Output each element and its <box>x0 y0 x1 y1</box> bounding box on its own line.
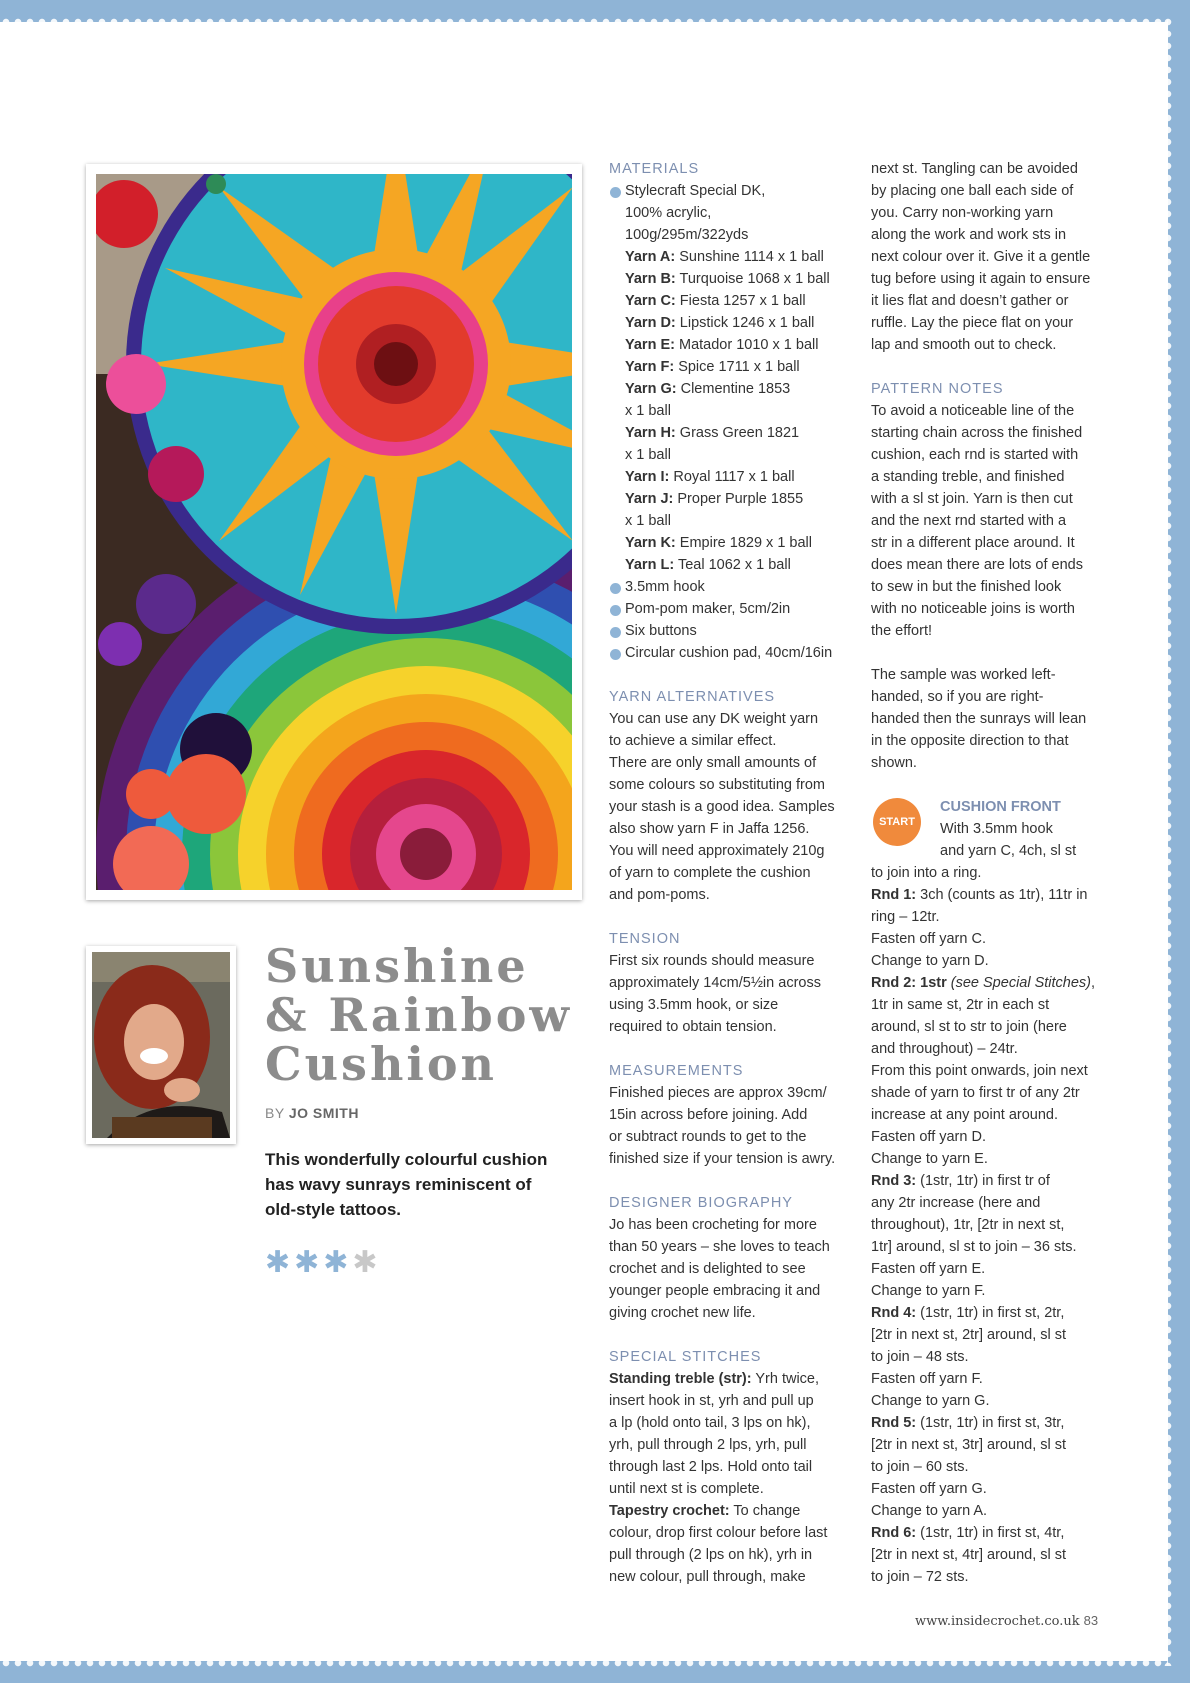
text-line: any 2tr increase (here and <box>871 1195 1041 1211</box>
text-line: some colours so substituting from <box>609 777 825 793</box>
biography-text <box>609 1214 849 1324</box>
column-1 <box>609 158 849 1588</box>
text-line: next colour over it. Give it a gentle <box>871 249 1091 265</box>
text-line: Change to yarn G. <box>871 1393 990 1409</box>
text-line: insert hook in st, yrh and pull up <box>609 1393 814 1409</box>
yarn-label: Yarn C: <box>625 293 676 309</box>
text-line: handed, so if you are right- <box>871 689 1044 705</box>
yarn-text-cont: x 1 ball <box>625 447 671 463</box>
title-line-1: Sunshine <box>265 939 529 993</box>
cushion-front-heading: CUSHION FRONT <box>940 799 1061 815</box>
text-line: you. Carry non-working yarn <box>871 205 1054 221</box>
rnd-label: Rnd 2: <box>871 975 917 991</box>
tension-heading: TENSION <box>609 931 681 947</box>
yarn-label: Yarn F: <box>625 359 675 375</box>
tapestry-label: Tapestry crochet: <box>609 1503 730 1519</box>
materials-yarn-line: 100g/295m/322yds <box>625 227 749 243</box>
cushion-front-intro <box>940 796 1115 862</box>
text-line: to join – 72 sts. <box>871 1569 969 1585</box>
materials-item: Six buttons <box>609 620 849 642</box>
text-line: Fasten off yarn F. <box>871 1371 983 1387</box>
yarn-k <box>609 532 849 554</box>
rnd-label: Rnd 3: <box>871 1173 917 1189</box>
text-line: until next st is complete. <box>609 1481 764 1497</box>
yarn-label: Yarn A: <box>625 249 676 265</box>
yarn-h <box>609 422 849 466</box>
designer-portrait-image <box>92 952 230 1138</box>
rnd-label: Rnd 1: <box>871 887 917 903</box>
text-line: Jo has been crocheting for more <box>609 1217 817 1233</box>
text-span: (1str, 1tr) in first tr of <box>916 1173 1050 1189</box>
text-span: (1str, 1tr) in first st, 2tr, <box>916 1305 1065 1321</box>
text-line: ring – 12tr. <box>871 909 940 925</box>
left-handed-note <box>871 664 1111 774</box>
cushion-photo <box>86 164 582 900</box>
materials-item <box>609 180 849 246</box>
text-line: handed then the sunrays will lean <box>871 711 1087 727</box>
text-line: to achieve a similar effect. <box>609 733 777 749</box>
text-line: The sample was worked left- <box>871 667 1056 683</box>
text-span: 3ch (counts as 1tr), 11tr in <box>916 887 1088 903</box>
yarn-label: Yarn H: <box>625 425 676 441</box>
pattern-notes-heading: PATTERN NOTES <box>871 381 1004 397</box>
text-line: Fasten off yarn E. <box>871 1261 986 1277</box>
text-line: a lp (hold onto tail, 3 lps on hk), <box>609 1415 811 1431</box>
text-line: shown. <box>871 755 917 771</box>
text-line <box>871 972 1111 994</box>
star-empty-icon: ✱ <box>352 1246 378 1279</box>
text-line: [2tr in next st, 2tr] around, sl st <box>871 1327 1067 1343</box>
text-span: (see Special Stitches) <box>946 975 1092 991</box>
text-line: Change to yarn D. <box>871 953 989 969</box>
text-line: Change to yarn A. <box>871 1503 988 1519</box>
yarn-label: Yarn J: <box>625 491 674 507</box>
article-title <box>265 939 572 1091</box>
text-line: Fasten off yarn G. <box>871 1481 987 1497</box>
rnd-4 <box>871 1302 1111 1412</box>
text-line: yrh, pull through 2 lps, yrh, pull <box>609 1437 807 1453</box>
str-label: Standing treble (str): <box>609 1371 752 1387</box>
text-line: also show yarn F in Jaffa 1256. <box>609 821 810 837</box>
text-line: You can use any DK weight yarn <box>609 711 819 727</box>
yarn-g <box>609 378 849 422</box>
text-line: throughout), 1tr, [2tr in next st, <box>871 1217 1065 1233</box>
materials-yarn-line: Stylecraft Special DK, <box>625 183 766 199</box>
yarn-text: Teal 1062 x 1 ball <box>677 557 791 573</box>
title-line-3: Cushion <box>265 1037 497 1091</box>
text-line <box>871 1412 1111 1434</box>
text-line <box>871 884 1111 906</box>
yarn-text: Lipstick 1246 x 1 ball <box>679 315 815 331</box>
cushion-photo-image <box>96 174 572 890</box>
rnd-label: Rnd 6: <box>871 1525 917 1541</box>
text-line: and the next rnd started with a <box>871 513 1067 529</box>
yarn-b <box>609 268 849 290</box>
text-span: (1str, 1tr) in first st, 4tr, <box>916 1525 1065 1541</box>
text-line: with a sl st join. Yarn is then cut <box>871 491 1073 507</box>
text-line: tug before using it again to ensure <box>871 271 1091 287</box>
text-line: to join into a ring. <box>871 865 982 881</box>
yarn-label: Yarn D: <box>625 315 676 331</box>
top-scallop-edge <box>0 16 1168 26</box>
yarn-c <box>609 290 849 312</box>
text-line: it lies flat and doesn’t gather or <box>871 293 1069 309</box>
text-span: 1str <box>916 975 947 991</box>
text-line: to join – 60 sts. <box>871 1459 969 1475</box>
pattern-notes-text <box>871 400 1111 642</box>
text-line: by placing one ball each side of <box>871 183 1074 199</box>
materials-yarn-line: 100% acrylic, <box>625 205 712 221</box>
yarn-f <box>609 356 849 378</box>
text-line: and pom-poms. <box>609 887 710 903</box>
yarn-label: Yarn B: <box>625 271 676 287</box>
yarn-d <box>609 312 849 334</box>
bottom-scallop-edge <box>0 1657 1168 1667</box>
text-line: First six rounds should measure <box>609 953 815 969</box>
yarn-text: Turquoise 1068 x 1 ball <box>679 271 830 287</box>
text-line: your stash is a good idea. Samples <box>609 799 835 815</box>
text-line: 1tr in same st, 2tr in each st <box>871 997 1050 1013</box>
text-line: of yarn to complete the cushion <box>609 865 811 881</box>
materials-item: Pom-pom maker, 5cm/2in <box>609 598 849 620</box>
text-line: increase at any point around. <box>871 1107 1059 1123</box>
yarn-text: Spice 1711 x 1 ball <box>678 359 800 375</box>
text-line: a standing treble, and finished <box>871 469 1065 485</box>
materials-item: 3.5mm hook <box>609 576 849 598</box>
text-line: along the work and work sts in <box>871 227 1067 243</box>
materials-item: Circular cushion pad, 40cm/16in <box>609 642 849 664</box>
rnd-label: Rnd 4: <box>871 1305 917 1321</box>
yarn-label: Yarn L: <box>625 557 675 573</box>
start-badge: START <box>873 798 921 846</box>
text-line: Change to yarn F. <box>871 1283 986 1299</box>
text-line: through last 2 lps. Hold onto tail <box>609 1459 813 1475</box>
tension-text <box>609 950 849 1038</box>
yarn-i <box>609 466 849 488</box>
text-line: There are only small amounts of <box>609 755 817 771</box>
column-2 <box>871 158 1111 1588</box>
tapestry-continued-text <box>871 158 1111 356</box>
byline <box>265 1105 359 1121</box>
text-line: From this point onwards, join next <box>871 1063 1088 1079</box>
yarn-text: Royal 1117 x 1 ball <box>673 469 795 485</box>
text-line: Fasten off yarn D. <box>871 1129 986 1145</box>
yarn-e <box>609 334 849 356</box>
text-line: pull through (2 lps on hk), yrh in <box>609 1547 813 1563</box>
text-line: crochet and is delighted to see <box>609 1261 806 1277</box>
text-line: lap and smooth out to check. <box>871 337 1057 353</box>
rnd-3 <box>871 1170 1111 1302</box>
text-line: next st. Tangling can be avoided <box>871 161 1078 177</box>
text-line: approximately 14cm/5½in across <box>609 975 821 991</box>
text-line: required to obtain tension. <box>609 1019 777 1035</box>
yarn-text: Sunshine 1114 x 1 ball <box>679 249 824 265</box>
text-line: str in a different place around. It <box>871 535 1075 551</box>
text-line: shade of yarn to first tr of any 2tr <box>871 1085 1080 1101</box>
text-line: than 50 years – she loves to teach <box>609 1239 830 1255</box>
footer-url[interactable]: www.insidecrochet.co.uk <box>915 1614 1080 1629</box>
yarn-text: Grass Green 1821 <box>679 425 800 441</box>
rnd-6 <box>871 1522 1111 1588</box>
rnd-2 <box>871 972 1111 1170</box>
biography-heading: DESIGNER BIOGRAPHY <box>609 1195 793 1211</box>
text-line: [2tr in next st, 4tr] around, sl st <box>871 1547 1067 1563</box>
designer-portrait <box>86 946 236 1144</box>
yarn-j <box>609 488 849 532</box>
yarn-alternatives-text <box>609 708 849 906</box>
rnd-1 <box>871 884 1111 972</box>
star-icon: ✱ <box>294 1246 320 1279</box>
text-line: 15in across before joining. Add <box>609 1107 808 1123</box>
text-line: and yarn C, 4ch, sl st <box>940 843 1077 859</box>
text-line: 1tr] around, sl st to join – 36 sts. <box>871 1239 1077 1255</box>
page-number: 83 <box>1083 1613 1099 1628</box>
text-line: You will need approximately 210g <box>609 843 825 859</box>
text-line <box>871 1170 1111 1192</box>
text-line: around, sl st to str to join (here <box>871 1019 1067 1035</box>
text-line: with no noticeable joins is worth <box>871 601 1075 617</box>
measurements-text <box>609 1082 849 1170</box>
standfirst: This wonderfully colourful cushion has wavy sunrays reminiscent of old-style tattoos. <box>265 1150 548 1219</box>
text-line <box>609 1368 849 1390</box>
text-line: using 3.5mm hook, or size <box>609 997 779 1013</box>
text-line: Fasten off yarn C. <box>871 931 986 947</box>
text-line: cushion, each rnd is started with <box>871 447 1079 463</box>
text-line: in the opposite direction to that <box>871 733 1069 749</box>
text-line: colour, drop first colour before last <box>609 1525 828 1541</box>
special-stitches-text <box>609 1368 849 1588</box>
text-line: finished size if your tension is awry. <box>609 1151 836 1167</box>
yarn-text: Empire 1829 x 1 ball <box>679 535 812 551</box>
yarn-a <box>609 246 849 268</box>
text-line: starting chain across the finished <box>871 425 1083 441</box>
text-line: Change to yarn E. <box>871 1151 988 1167</box>
rnd-label: Rnd 5: <box>871 1415 917 1431</box>
materials-heading: MATERIALS <box>609 161 700 177</box>
page-footer <box>915 1613 1098 1629</box>
text-line: Finished pieces are approx 39cm/ <box>609 1085 827 1101</box>
text-span: (1str, 1tr) in first st, 3tr, <box>916 1415 1065 1431</box>
text-span: , <box>1091 975 1096 991</box>
text-line: [2tr in next st, 3tr] around, sl st <box>871 1437 1067 1453</box>
cushion-front-header <box>871 796 1111 862</box>
text-span: To change <box>729 1503 801 1519</box>
text-line: ruffle. Lay the piece flat on your <box>871 315 1074 331</box>
text-line: and throughout) – 24tr. <box>871 1041 1018 1057</box>
difficulty-rating <box>265 1248 378 1278</box>
text-line: giving crochet new life. <box>609 1305 756 1321</box>
text-line: or subtract rounds to get to the <box>609 1129 807 1145</box>
rnd-5 <box>871 1412 1111 1522</box>
yarn-label: Yarn G: <box>625 381 677 397</box>
star-icon: ✱ <box>323 1246 349 1279</box>
text-line: With 3.5mm hook <box>940 821 1053 837</box>
yarn-label: Yarn E: <box>625 337 675 353</box>
text-line: the effort! <box>871 623 932 639</box>
byline-author: JO SMITH <box>288 1105 359 1121</box>
title-line-2: & Rainbow <box>265 988 572 1042</box>
text-line: does mean there are lots of ends <box>871 557 1083 573</box>
right-scallop-edge <box>1162 16 1172 1666</box>
text-line: younger people embracing it and <box>609 1283 821 1299</box>
byline-prefix: BY <box>265 1105 285 1121</box>
text-line: To avoid a noticeable line of the <box>871 403 1075 419</box>
text-line: to sew in but the finished look <box>871 579 1062 595</box>
yarn-text: Fiesta 1257 x 1 ball <box>679 293 806 309</box>
yarn-text: Proper Purple 1855 <box>677 491 804 507</box>
measurements-heading: MEASUREMENTS <box>609 1063 744 1079</box>
star-icon: ✱ <box>265 1246 291 1279</box>
text-line <box>609 1500 849 1522</box>
text-line <box>871 1522 1111 1544</box>
yarn-text-cont: x 1 ball <box>625 403 671 419</box>
yarn-l <box>609 554 849 576</box>
text-line <box>871 1302 1111 1324</box>
yarn-alternatives-heading: YARN ALTERNATIVES <box>609 689 776 705</box>
yarn-text: Matador 1010 x 1 ball <box>679 337 819 353</box>
yarn-text-cont: x 1 ball <box>625 513 671 529</box>
yarn-label: Yarn I: <box>625 469 670 485</box>
yarn-text: Clementine 1853 <box>680 381 791 397</box>
text-line: new colour, pull through, make <box>609 1569 806 1585</box>
special-stitches-heading: SPECIAL STITCHES <box>609 1349 762 1365</box>
yarn-label: Yarn K: <box>625 535 676 551</box>
text-line: to join – 48 sts. <box>871 1349 969 1365</box>
text-span: Yrh twice, <box>751 1371 820 1387</box>
